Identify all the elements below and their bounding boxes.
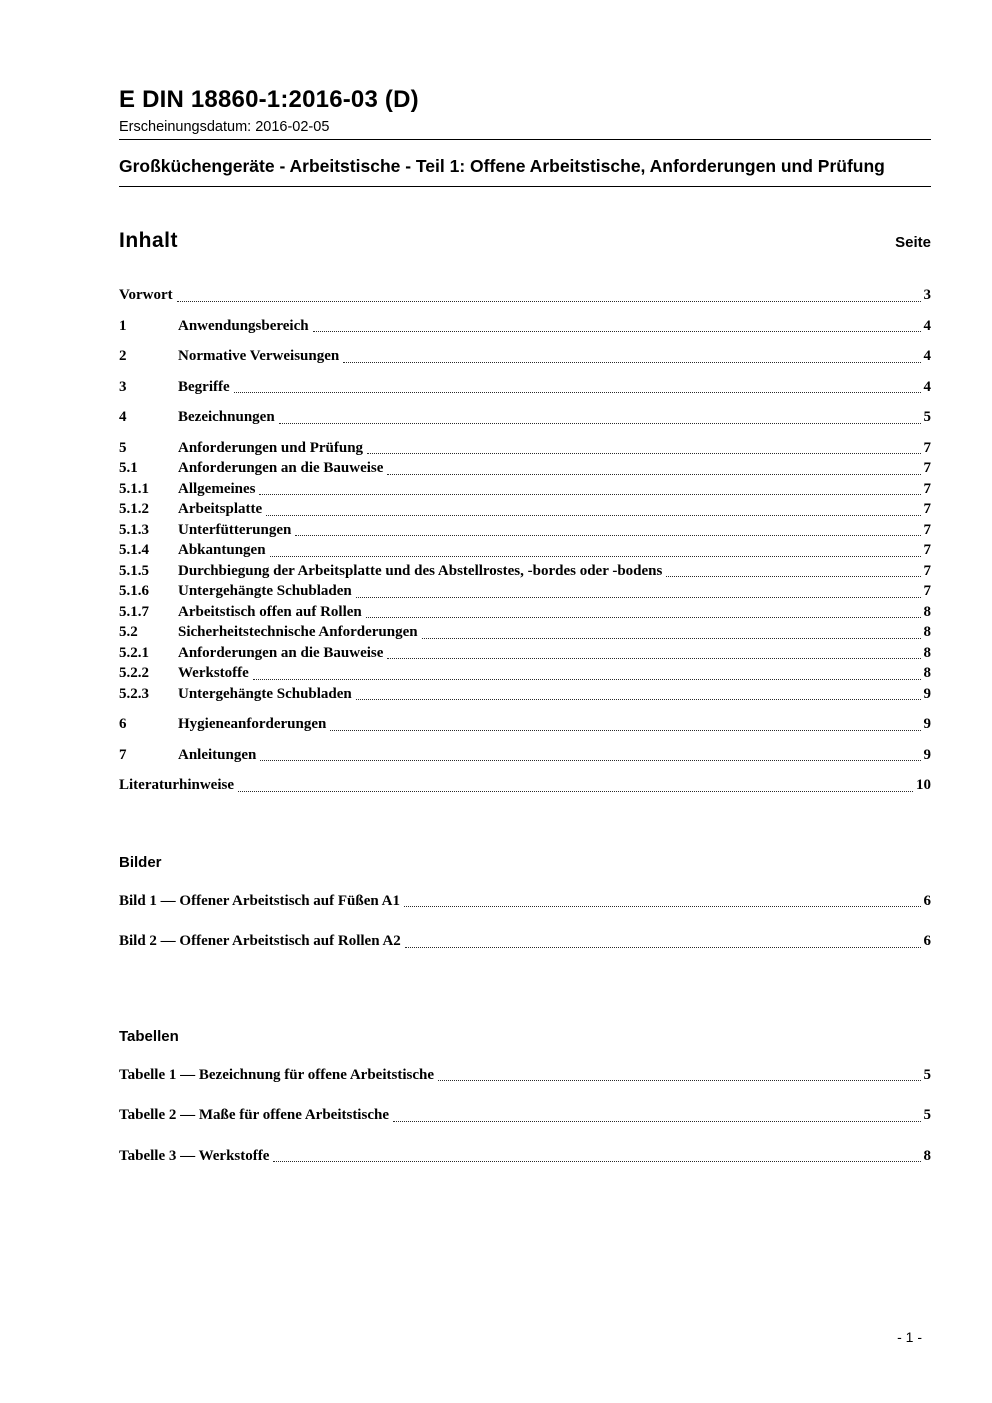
toc-entry-page: 5 <box>923 409 931 425</box>
toc-heading: Inhalt <box>119 229 178 252</box>
toc-entry-5-2-1[interactable] <box>119 643 931 664</box>
toc-entry-5-1-3[interactable] <box>119 520 931 541</box>
toc-entry-number: 3 <box>119 378 127 395</box>
toc-entry-page: 4 <box>923 317 931 334</box>
dotted-leader <box>405 947 921 948</box>
toc-entry-number: 5.1.3 <box>119 521 149 538</box>
toc-entry-label: Anforderungen an die Bauweise <box>178 460 384 476</box>
toc-entry-label: Durchbiegung der Arbeitsplatte und des Abstellrostes, -bordes oder -bodens <box>178 562 663 579</box>
toc-entry-number: 1 <box>119 317 127 334</box>
toc-entry-page: 7 <box>923 521 931 538</box>
table-entry-3[interactable] <box>119 1146 931 1167</box>
toc-entry-6[interactable] <box>119 714 931 735</box>
toc-entry-number: 5.1.1 <box>119 480 149 497</box>
figure-entry-page: 6 <box>923 892 931 909</box>
dotted-leader <box>387 658 920 659</box>
toc-entry-page: 4 <box>923 348 931 364</box>
figures-list <box>119 891 931 952</box>
dotted-leader <box>330 730 920 731</box>
toc-entry-label: Allgemeines <box>178 480 256 497</box>
toc-list <box>119 285 931 796</box>
toc-entry-number: 5.1.6 <box>119 583 149 599</box>
toc-entry-label: Vorwort <box>119 287 173 303</box>
doc-number: E DIN 18860-1:2016-03 (D) <box>119 86 419 113</box>
toc-entry-page: 9 <box>923 685 931 702</box>
dotted-leader <box>367 453 920 454</box>
toc-entry-5-2-2[interactable] <box>119 663 931 684</box>
toc-entry-label: Abkantungen <box>178 542 266 558</box>
toc-entry-number: 4 <box>119 409 127 425</box>
toc-entry-page: 7 <box>923 439 931 456</box>
toc-entry-literaturhinweise[interactable] <box>119 775 931 796</box>
toc-entry-1[interactable] <box>119 316 931 337</box>
toc-header <box>119 229 931 253</box>
dotted-leader <box>343 362 920 363</box>
toc-entry-5-1-4[interactable] <box>119 540 931 561</box>
toc-entry-page: 9 <box>923 716 931 732</box>
toc-entry-number: 5.1.5 <box>119 562 149 579</box>
toc-entry-7[interactable] <box>119 745 931 766</box>
toc-entry-label: Literaturhinweise <box>119 777 234 793</box>
toc-entry-2[interactable] <box>119 346 931 367</box>
tables-heading: Tabellen <box>119 1027 179 1045</box>
toc-entry-number: 5.2.1 <box>119 644 149 661</box>
doc-title: Großküchengeräte - Arbeitstische - Teil 1: Offene Arbeitstische, Anforderungen und Prüfung <box>119 156 885 176</box>
dotted-leader <box>404 906 921 907</box>
toc-entry-number: 5.1.4 <box>119 542 149 558</box>
toc-entry-page: 8 <box>923 603 931 620</box>
figures-heading: Bilder <box>119 853 162 871</box>
toc-entry-label: Arbeitsplatte <box>178 501 263 517</box>
toc-entry-number: 5.2.3 <box>119 685 149 702</box>
toc-entry-5-1-1[interactable] <box>119 479 931 500</box>
toc-entry-label: Begriffe <box>178 378 230 395</box>
title-divider <box>119 186 931 187</box>
toc-entry-5-2-3[interactable] <box>119 684 931 705</box>
dotted-leader <box>279 423 921 424</box>
figure-entry-page: 6 <box>923 933 931 949</box>
toc-entry-5-1-5[interactable] <box>119 561 931 582</box>
toc-entry-label: Untergehängte Schubladen <box>178 583 352 599</box>
table-entry-page: 5 <box>923 1107 931 1123</box>
toc-entry-page: 7 <box>923 542 931 558</box>
toc-entry-label: Arbeitstisch offen auf Rollen <box>178 603 362 620</box>
toc-entry-5-2[interactable] <box>119 622 931 643</box>
page-content <box>119 0 931 1166</box>
dotted-leader <box>259 494 920 495</box>
toc-entry-number: 5.2 <box>119 624 138 640</box>
toc-entry-label: Normative Verweisungen <box>178 348 340 364</box>
toc-entry-number: 7 <box>119 746 127 763</box>
table-entry-label: Tabelle 3 — Werkstoffe <box>119 1147 270 1164</box>
dotted-leader <box>270 556 921 557</box>
dotted-leader <box>266 515 920 516</box>
toc-entry-5-1-2[interactable] <box>119 499 931 520</box>
toc-entry-number: 5.1.2 <box>119 501 149 517</box>
toc-entry-5-1-6[interactable] <box>119 581 931 602</box>
toc-entry-page: 8 <box>923 665 931 681</box>
table-entry-page: 8 <box>923 1147 931 1164</box>
toc-entry-page: 9 <box>923 746 931 763</box>
dotted-leader <box>253 679 921 680</box>
dotted-leader <box>422 638 921 639</box>
dotted-leader <box>387 474 920 475</box>
publication-date: Erscheinungsdatum: 2016-02-05 <box>119 119 330 135</box>
toc-entry-number: 2 <box>119 348 127 364</box>
dotted-leader <box>393 1121 921 1122</box>
toc-entry-page: 7 <box>923 583 931 599</box>
dotted-leader <box>177 301 921 302</box>
toc-entry-page: 10 <box>916 777 931 793</box>
figure-entry-1[interactable] <box>119 891 931 912</box>
toc-entry-number: 5 <box>119 439 127 456</box>
figure-entry-label: Bild 1 — Offener Arbeitstisch auf Füßen A1 <box>119 892 400 909</box>
table-entry-1[interactable] <box>119 1065 931 1086</box>
toc-entry-label: Hygieneanforderungen <box>178 716 327 732</box>
dotted-leader <box>234 392 921 393</box>
table-entry-label: Tabelle 2 — Maße für offene Arbeitstische <box>119 1107 389 1123</box>
toc-entry-number: 6 <box>119 716 127 732</box>
footer-page-number: - 1 - <box>897 1329 922 1345</box>
toc-entry-5-1-7[interactable] <box>119 602 931 623</box>
toc-entry-page: 4 <box>923 378 931 395</box>
toc-entry-number: 5.1 <box>119 460 138 476</box>
toc-entry-label: Untergehängte Schubladen <box>178 685 352 702</box>
figure-entry-2[interactable] <box>119 931 931 952</box>
toc-entry-number: 5.2.2 <box>119 665 149 681</box>
toc-entry-label: Werkstoffe <box>178 665 249 681</box>
dotted-leader <box>356 597 921 598</box>
toc-entry-5-1[interactable] <box>119 458 931 479</box>
table-entry-label: Tabelle 1 — Bezeichnung für offene Arbeitstische <box>119 1066 434 1083</box>
table-entry-2[interactable] <box>119 1105 931 1126</box>
toc-entry-page: 7 <box>923 480 931 497</box>
toc-entry-label: Sicherheitstechnische Anforderungen <box>178 624 418 640</box>
toc-entry-vorwort[interactable] <box>119 285 931 306</box>
toc-entry-page: 7 <box>923 501 931 517</box>
toc-entry-label: Anwendungsbereich <box>178 317 309 334</box>
toc-entry-page: 3 <box>923 287 931 303</box>
toc-entry-page: 7 <box>923 562 931 579</box>
tables-list <box>119 1065 931 1167</box>
toc-entry-4[interactable] <box>119 407 931 428</box>
toc-entry-label: Anforderungen und Prüfung <box>178 439 364 456</box>
toc-entry-label: Unterfütterungen <box>178 521 292 538</box>
toc-entry-5[interactable] <box>119 438 931 459</box>
dotted-leader <box>238 791 913 792</box>
dotted-leader <box>273 1161 920 1162</box>
figure-entry-label: Bild 2 — Offener Arbeitstisch auf Rollen A2 <box>119 933 401 949</box>
dotted-leader <box>260 760 920 761</box>
dotted-leader <box>666 576 920 577</box>
page-column-label: Seite <box>895 234 931 251</box>
toc-entry-label: Anleitungen <box>178 746 257 763</box>
toc-entry-label: Anforderungen an die Bauweise <box>178 644 384 661</box>
dotted-leader <box>313 331 921 332</box>
toc-entry-page: 7 <box>923 460 931 476</box>
dotted-leader <box>356 699 921 700</box>
dotted-leader <box>295 535 920 536</box>
toc-entry-number: 5.1.7 <box>119 603 149 620</box>
toc-entry-page: 8 <box>923 644 931 661</box>
toc-entry-page: 8 <box>923 624 931 640</box>
dotted-leader <box>438 1080 921 1081</box>
table-entry-page: 5 <box>923 1066 931 1083</box>
toc-entry-label: Bezeichnungen <box>178 409 275 425</box>
header-divider <box>119 139 931 140</box>
toc-entry-3[interactable] <box>119 377 931 398</box>
dotted-leader <box>366 617 921 618</box>
